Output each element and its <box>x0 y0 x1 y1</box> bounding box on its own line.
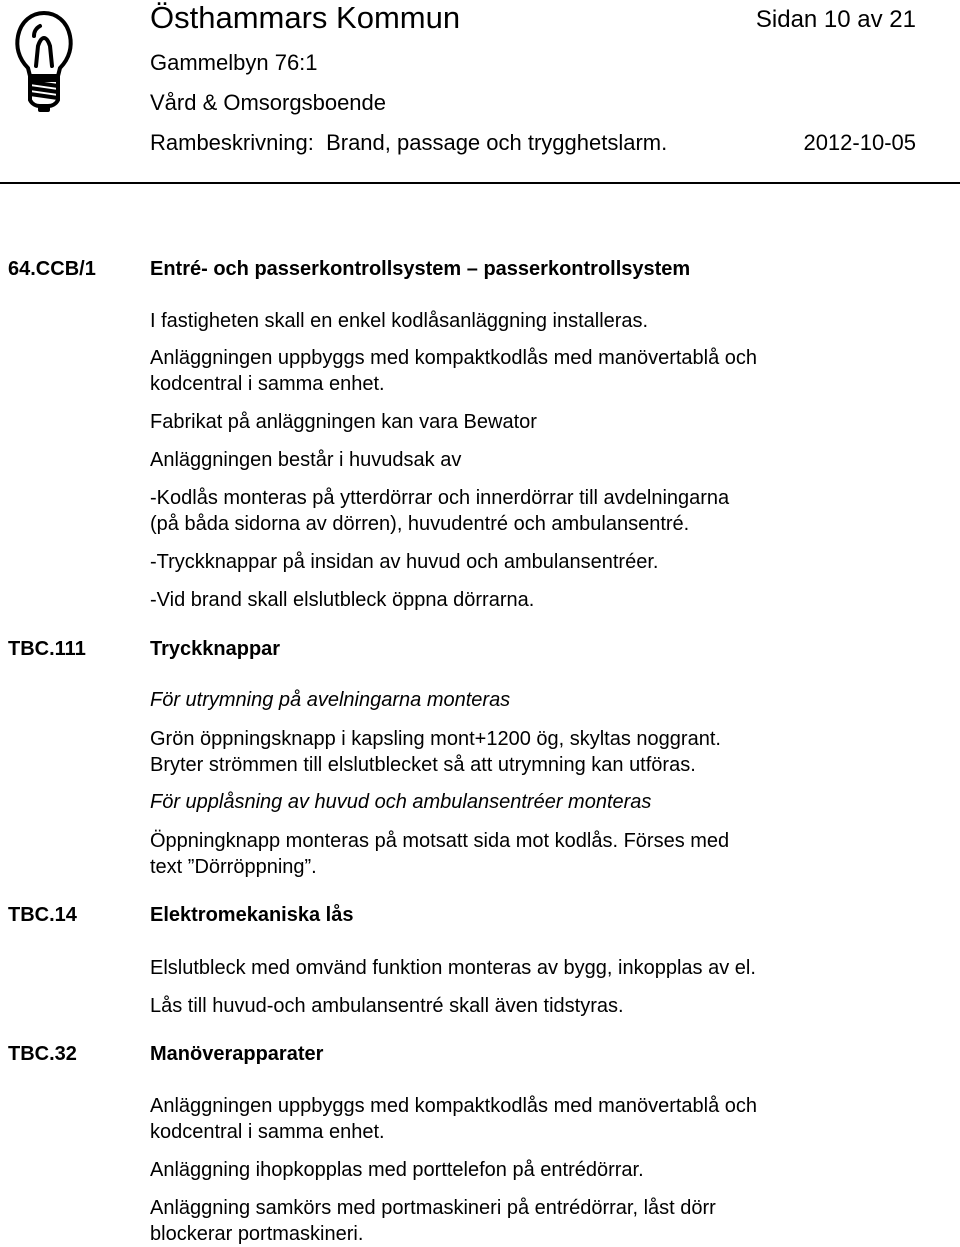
paragraph: kodcentral i samma enhet. <box>150 1121 385 1143</box>
header-divider <box>0 182 960 184</box>
section-title: Manöverapparater <box>150 1043 324 1065</box>
paragraph: Anläggningen uppbyggs med kompaktkodlås med manövertablå och <box>150 1095 758 1117</box>
paragraph: kodcentral i samma enhet. <box>150 373 385 395</box>
paragraph: (på båda sidorna av dörren), huvudentré och ambulansentré. <box>150 513 690 535</box>
paragraph: Öppningknapp monteras på motsatt sida mot kodlås. Förses med <box>150 830 730 852</box>
paragraph: Anläggningen består i huvudsak av <box>150 449 462 471</box>
paragraph: -Vid brand skall elslutbleck öppna dörrarna. <box>150 589 535 611</box>
paragraph: Lås till huvud-och ambulansentré skall även tidstyras. <box>150 995 624 1017</box>
paragraph: blockerar portmaskineri. <box>150 1223 364 1245</box>
paragraph: text ”Dörröppning”. <box>150 856 317 878</box>
lightbulb-logo-icon <box>14 10 74 112</box>
paragraph: Anläggningen uppbyggs med kompaktkodlås med manövertablå och <box>150 347 758 369</box>
paragraph: Anläggning ihopkopplas med porttelefon på entrédörrar. <box>150 1159 644 1181</box>
section-code: TBC.111 <box>8 638 86 660</box>
document-date: 2012-10-05 <box>803 130 916 155</box>
document-description: Rambeskrivning: Brand, passage och trygghetslarm. <box>150 130 668 155</box>
subheading: För upplåsning av huvud och ambulansentréer monteras <box>150 791 652 813</box>
section-title: Elektromekaniska lås <box>150 904 354 926</box>
paragraph: I fastigheten skall en enkel kodlåsanläggning installeras. <box>150 310 649 332</box>
paragraph: Anläggning samkörs med portmaskineri på entrédörrar, låst dörr <box>150 1197 716 1219</box>
section-code: TBC.14 <box>8 904 77 926</box>
section-title: Tryckknappar <box>150 638 281 660</box>
section-code: 64.CCB/1 <box>8 258 96 280</box>
paragraph: Fabrikat på anläggningen kan vara Bewator <box>150 411 537 433</box>
page-number: Sidan 10 av 21 <box>755 6 916 33</box>
facility-name: Vård & Omsorgsboende <box>150 90 387 115</box>
paragraph: -Kodlås monteras på ytterdörrar och innerdörrar till avdelningarna <box>150 487 730 509</box>
paragraph: Bryter strömmen till elslutblecket så att utrymning kan utföras. <box>150 754 696 776</box>
organization-name: Östhammars Kommun <box>150 0 461 35</box>
section-code: TBC.32 <box>8 1043 77 1065</box>
paragraph: Grön öppningsknapp i kapsling mont+1200 ög, skyltas noggrant. <box>150 728 721 750</box>
subheading: För utrymning på avelningarna monteras <box>150 689 511 711</box>
paragraph: -Tryckknappar på insidan av huvud och ambulansentréer. <box>150 551 659 573</box>
property-name: Gammelbyn 76:1 <box>150 50 318 75</box>
paragraph: Elslutbleck med omvänd funktion monteras av bygg, inkopplas av el. <box>150 957 756 979</box>
section-title: Entré- och passerkontrollsystem – passerkontrollsystem <box>150 258 691 280</box>
